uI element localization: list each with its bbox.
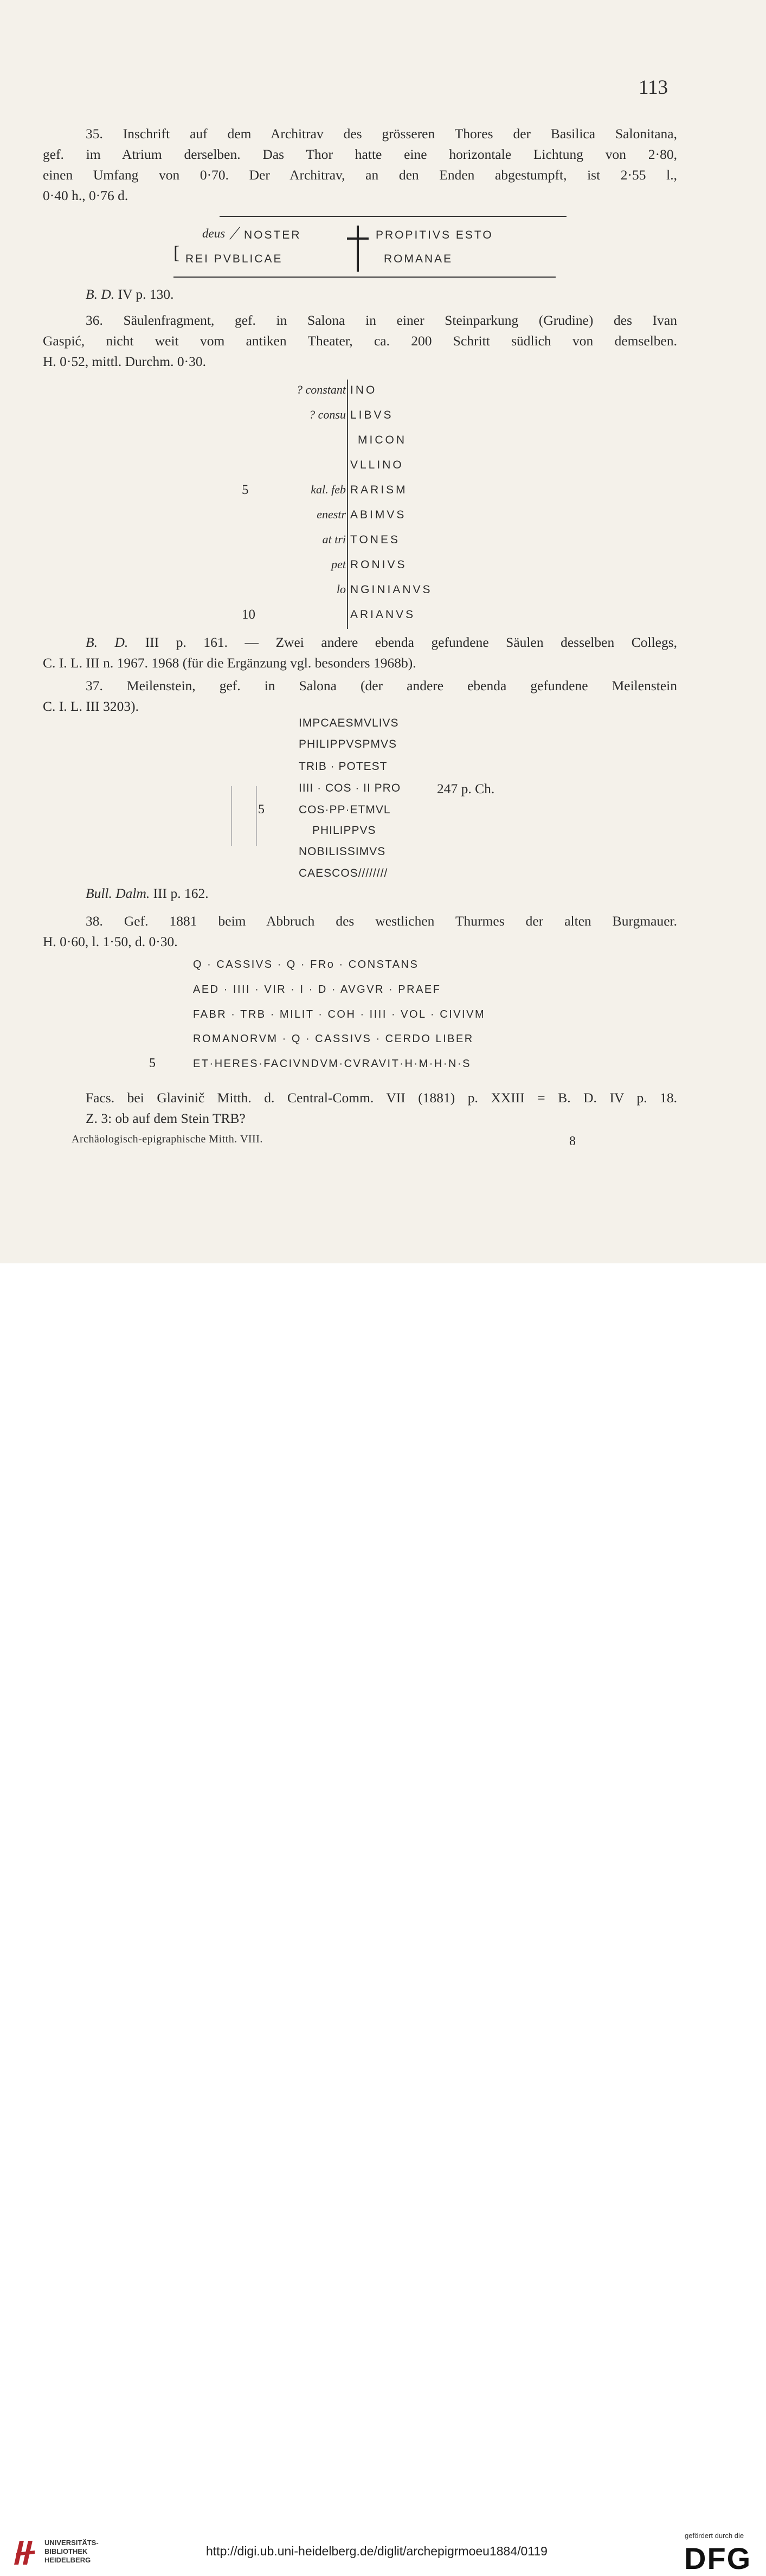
signature-mark: 8 <box>569 1134 576 1148</box>
inscription-line: TONES <box>350 534 400 546</box>
entry-35-line: einen Umfang von 0·70. Der Architrav, an den Enden abgestumpft, ist 2·55 l., <box>43 167 677 183</box>
inscription-line: ROMANORVM · Q · CASSIVS · CERDO LIBER <box>193 1033 474 1045</box>
entry-36-text <box>43 310 677 372</box>
reference-text: IV p. 130. <box>118 286 174 302</box>
inscription-line: CAESCOS//////// <box>299 867 388 879</box>
inscription-line: VLLINO <box>350 459 404 471</box>
reference-line: B. D. III p. 161. — Zwei andere ebenda gefundene Säulen desselben Collegs, <box>86 634 677 650</box>
line-number: 5 <box>242 483 249 497</box>
reference-abbr: B. D. <box>86 634 128 650</box>
inscription-supplement: deus <box>202 227 226 240</box>
entry-35-reference <box>86 286 173 303</box>
facsimile-reference: Facs. bei Glavinič Mitth. d. Central-Comm. VII (1881) p. XXIII = B. D. IV p. 18. <box>86 1090 677 1106</box>
supplement: ? consu <box>309 408 346 421</box>
inscription-35 <box>163 216 575 281</box>
entry-36-line: 36. Säulenfragment, gef. in Salona in einer Steinparkung (Grudine) des Ivan <box>86 312 677 328</box>
inscription-text: PROPITIVS ESTO <box>376 229 493 241</box>
inscription-rule <box>173 277 556 278</box>
inscription-line: IMPCAESMVLIVS <box>299 717 399 729</box>
entry-36-line: H. 0·52, mittl. Durchm. 0·30. <box>43 354 207 369</box>
reference-abbr: B. D. <box>86 286 115 302</box>
line-note: Z. 3: ob auf dem Stein TRB? <box>86 1110 246 1126</box>
permalink-url[interactable]: http://digi.ub.uni-heidelberg.de/diglit/archepigrmoeu1884/0119 <box>206 2544 548 2558</box>
supplement: pet <box>331 557 346 571</box>
library-name: UNIVERSITÄTS- BIBLIOTHEK HEIDELBERG <box>44 2539 99 2564</box>
dfg-logo[interactable]: DFG <box>684 2541 752 2575</box>
inscription-date: 247 p. Ch. <box>437 781 495 796</box>
reference-line: C. I. L. III n. 1967. 1968 (für die Ergänzung vgl. besonders 1968b). <box>43 655 416 671</box>
line-number: 10 <box>242 607 255 622</box>
viewer-footer <box>0 1263 766 2575</box>
inscription-line: PHILIPPVS <box>312 824 376 837</box>
inscription-rule <box>220 216 567 217</box>
reference-text: III p. 162. <box>153 885 209 901</box>
entry-38-line: 38. Gef. 1881 beim Abbruch des westlichen Thurmes der alten Burgmauer. <box>86 913 677 929</box>
inscription-text: REI PVBLICAE <box>185 253 283 265</box>
inscription-bracket: / <box>227 223 242 243</box>
inscription-line: Q · CASSIVS · Q · FRo · CONSTANS <box>193 959 419 971</box>
inscription-line: COS·PP·ETMVL <box>299 804 391 816</box>
line-number: 5 <box>149 1056 156 1070</box>
inscription-line: NGINIANVS <box>350 583 433 596</box>
supplement: ? constant <box>296 383 346 396</box>
inscription-line: AED · IIII · VIR · I · D · AVGVR · PRAEF <box>193 984 441 995</box>
entry-36-line: Gaspić, nicht weit vom antiken Theater, ca. 200 Schritt südlich von demselben. <box>43 333 677 349</box>
inscription-line: NOBILISSIMVS <box>299 845 386 858</box>
inscription-frame-line <box>256 786 257 846</box>
inscription-bracket: [ <box>173 243 180 263</box>
entry-37-text <box>43 676 677 717</box>
inscription-line: MICON <box>358 434 407 446</box>
entry-35-line: 0·40 h., 0·76 d. <box>43 188 128 203</box>
university-logo-icon <box>11 2536 38 2569</box>
entry-36-reference <box>43 632 677 673</box>
inscription-line: ET·HERES·FACIVNDVM·CVRAVIT·H·M·H·N·S <box>193 1058 471 1070</box>
inscription-frame-line <box>231 786 232 846</box>
inscription-line: IIII · COS · II PRO <box>299 782 401 794</box>
entry-35-text <box>43 124 677 206</box>
scanned-page <box>0 0 766 1263</box>
supplement: kal. feb <box>311 483 346 496</box>
entry-38-text <box>43 911 677 952</box>
inscription-text: ROMANAE <box>384 253 453 265</box>
inscription-line: RARISM <box>350 484 408 496</box>
entry-38-reference <box>43 1088 677 1129</box>
inscription-text: NOSTER <box>244 229 301 241</box>
entry-38-line: H. 0·60, l. 1·50, d. 0·30. <box>43 934 178 949</box>
supplement: lo <box>336 582 346 596</box>
entry-37-reference <box>86 885 209 902</box>
entry-35-line: gef. im Atrium derselben. Das Thor hatte eine horizontale Lichtung von 2·80, <box>43 146 677 162</box>
inscription-line: PHILIPPVSPMVS <box>299 738 397 750</box>
page-number: 113 <box>639 76 668 99</box>
entry-35-line: 35. Inschrift auf dem Architrav des grösseren Thores der Basilica Salonitana, <box>86 126 677 142</box>
cross-icon <box>347 226 369 272</box>
supplement: enestr <box>317 508 346 521</box>
reference-abbr: Bull. Dalm. <box>86 885 150 901</box>
inscription-break-line <box>347 380 348 629</box>
inscription-line: INO <box>350 384 377 396</box>
inscription-line: TRIB · POTEST <box>299 760 388 773</box>
inscription-line: RONIVS <box>350 558 407 571</box>
supplement: at tri <box>322 532 346 546</box>
inscription-line: FABR · TRB · MILIT · COH · IIII · VOL · CIVIVM <box>193 1008 486 1020</box>
entry-37-line: 37. Meilenstein, gef. in Salona (der andere ebenda gefundene Meilenstein <box>86 678 677 693</box>
line-number: 5 <box>258 802 265 817</box>
funding-note: gefördert durch die <box>685 2532 744 2540</box>
entry-37-line: C. I. L. III 3203). <box>43 698 139 714</box>
inscription-line: ARIANVS <box>350 608 416 621</box>
running-footer: Archäologisch-epigraphische Mitth. VIII. <box>72 1133 263 1145</box>
inscription-line: ABIMVS <box>350 509 407 521</box>
inscription-line: LIBVS <box>350 409 394 421</box>
